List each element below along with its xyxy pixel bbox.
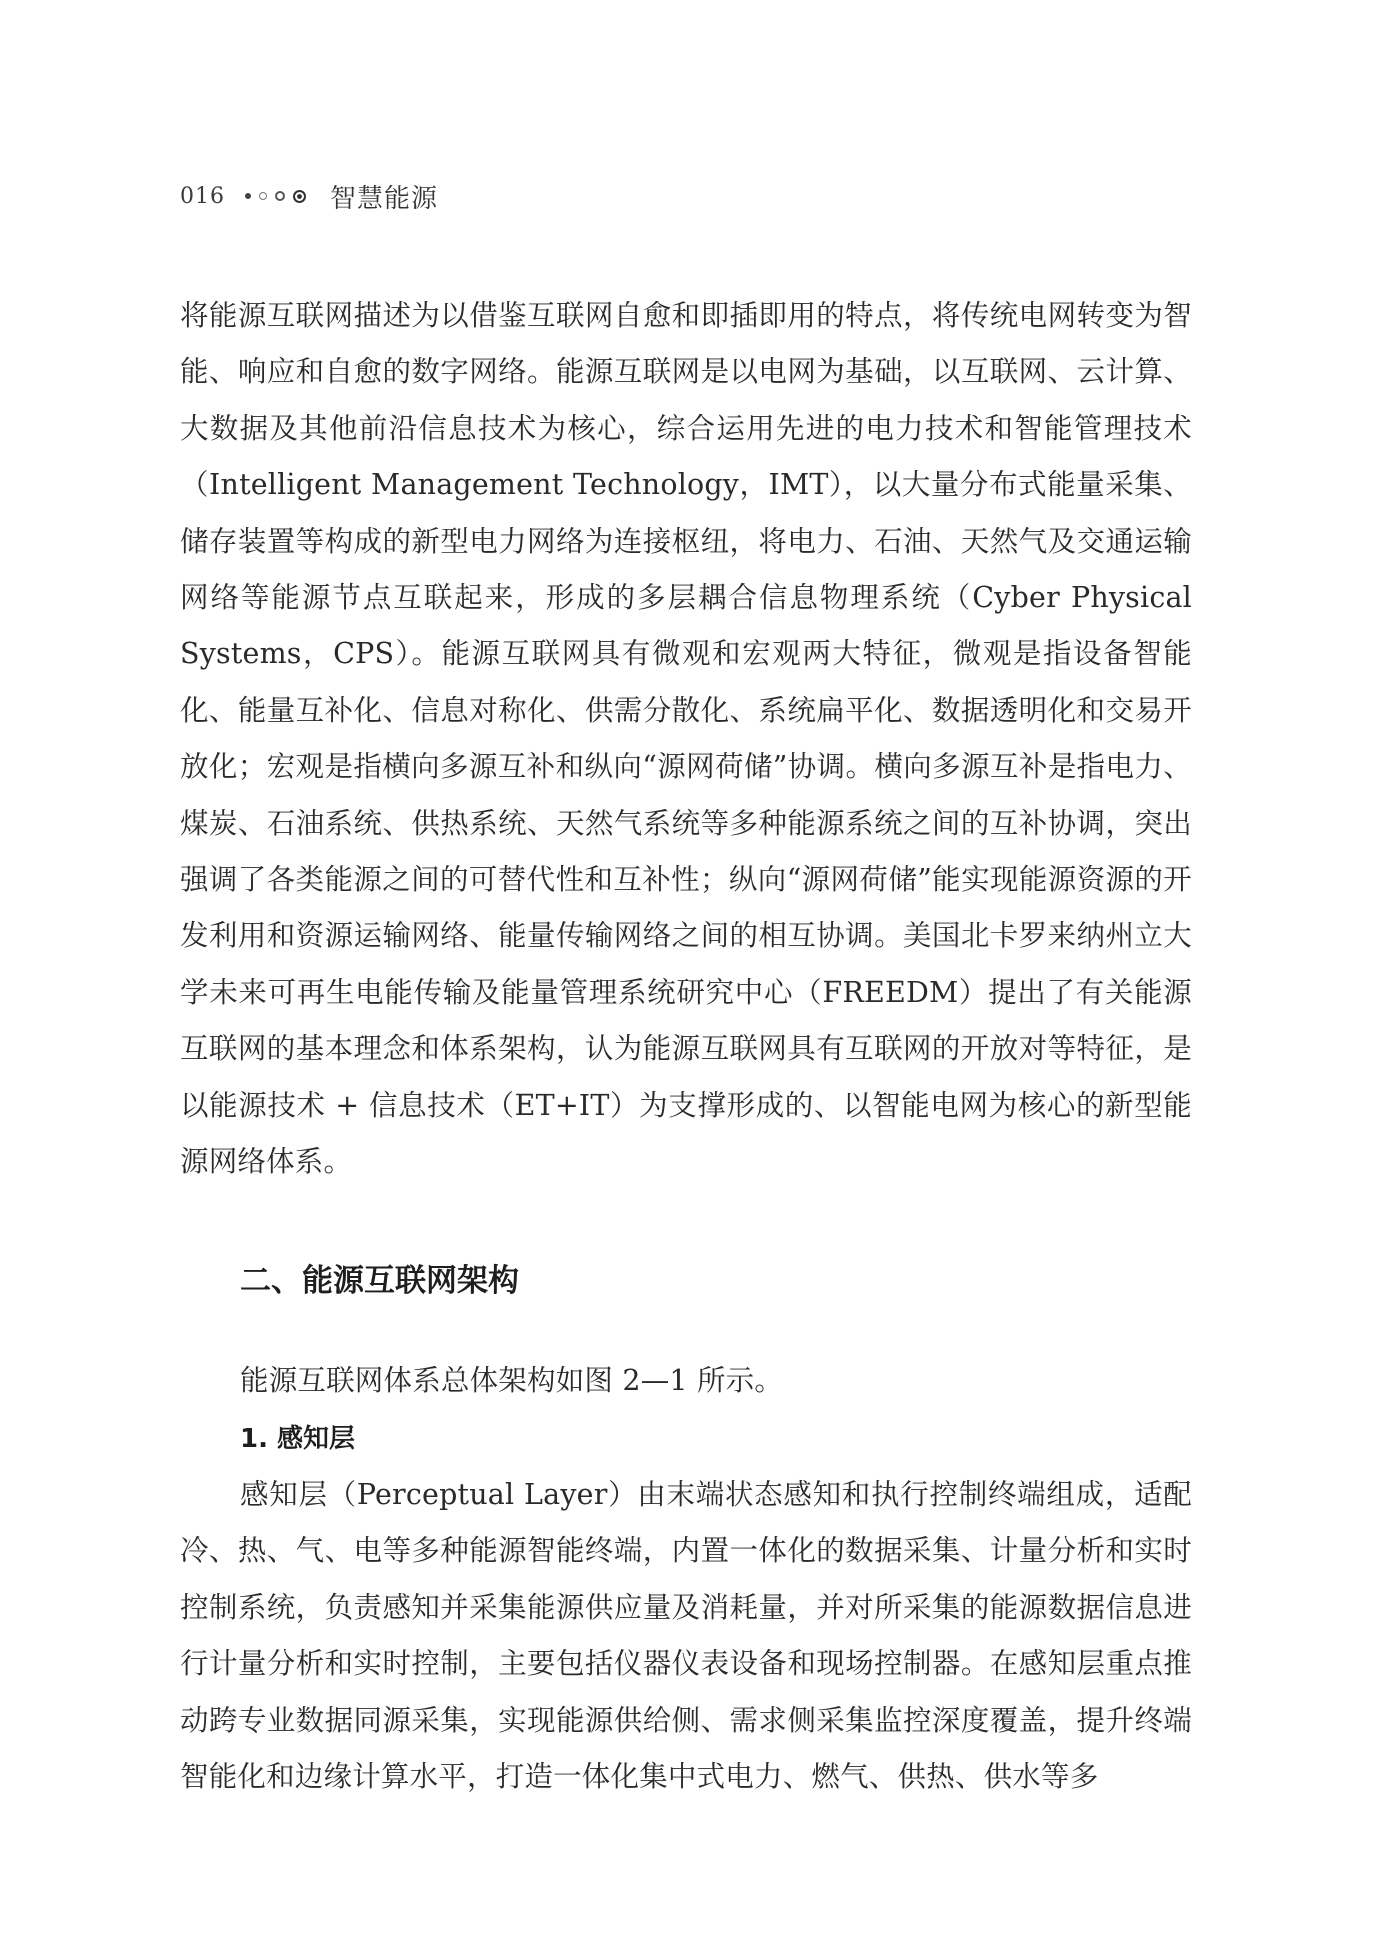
subsection-heading: 1. 感知层 <box>240 1423 356 1454</box>
page-body <box>180 288 1192 1805</box>
dot-icon <box>245 193 251 199</box>
target-dot-icon <box>293 190 306 203</box>
intro-paragraph: 能源互联网体系总体架构如图 2—1 所示。 <box>240 1363 784 1397</box>
body-paragraph: 将能源互联网描述为以借鉴互联网自愈和即插即用的特点，将传统电网转变为智能、响应和自愈的数字网络。能源互联网是以电网为基础，以互联网、云计算、大数据及其他前沿信息技术为核心，综合运用先进的电力技术和智能管理技术（Intelligent Management Technology，IMT），以大量分布式能量采集、储存装置等构成的新型电力网络为连接枢纽，将电力、石油、天然气及交通运输网络等能源节点互联起来，形成的多层耦合信息物理系统（Cyber Physical Systems，CPS）。能源互联网具有微观和宏观两大特征，微观是指设备智能化、能量互补化、信息对称化、供需分散化、系统扁平化、数据透明化和交易开放化；宏观是指横向多源互补和纵向“源网荷储”协调。横向多源互补是指电力、煤炭、石油系统、供热系统、天然气系统等多种能源系统之间的互补协调，突出强调了各类能源之间的可替代性和互补性；纵向“源网荷储”能实现能源资源的开发利用和资源运输网络、能量传输网络之间的相互协调。美国北卡罗来纳州立大学未来可再生电能传输及能量管理系统研究中心（FREEDM）提出了有关能源互联网的基本理念和体系架构，认为能源互联网具有互联网的开放对等特征，是以能源技术 + 信息技术（ET+IT）为支撑形成的、以智能电网为核心的新型能源网络体系。 <box>180 299 1192 1179</box>
dot-icon <box>259 192 267 200</box>
dot-icon <box>275 191 285 201</box>
running-header <box>180 176 438 216</box>
book-title: 智慧能源 <box>330 183 439 214</box>
header-dots-ornament <box>245 190 314 203</box>
section-heading: 二、能源互联网架构 <box>240 1262 519 1299</box>
page-number: 016 <box>180 183 225 209</box>
body-paragraph: 感知层（Perceptual Layer）由末端状态感知和执行控制终端组成，适配冷、热、气、电等多种能源智能终端，内置一体化的数据采集、计量分析和实时控制系统，负责感知并采集能源供应量及消耗量，并对所采集的能源数据信息进行计量分析和实时控制，主要包括仪器仪表设备和现场控制器。在感知层重点推动跨专业数据同源采集，实现能源供给侧、需求侧采集监控深度覆盖，提升终端智能化和边缘计算水平，打造一体化集中式电力、燃气、供热、供水等多 <box>180 1477 1192 1793</box>
